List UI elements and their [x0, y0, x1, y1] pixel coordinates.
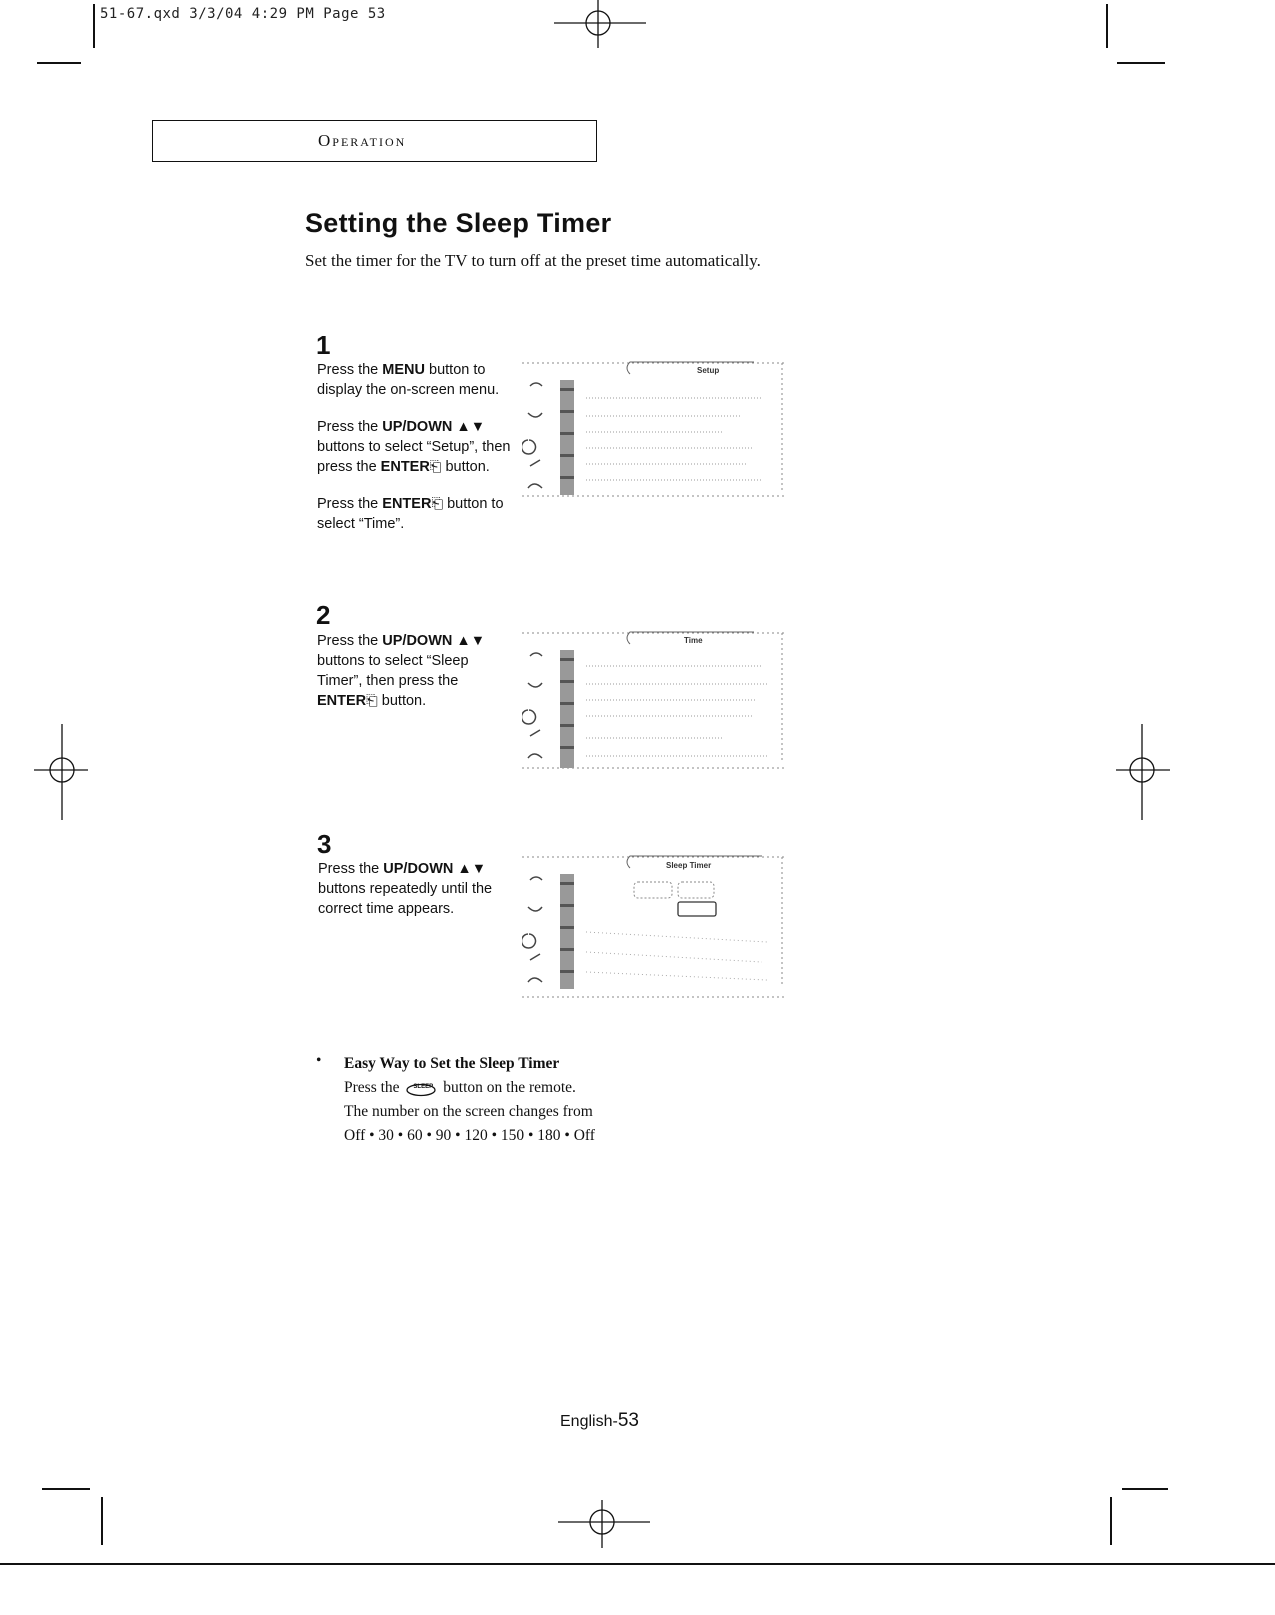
- registration-mark: [554, 1500, 654, 1550]
- print-slug: 51-67.qxd 3/3/04 4:29 PM Page 53: [100, 6, 386, 22]
- osd-title: Setup: [697, 366, 720, 375]
- tip-sequence: Off • 30 • 60 • 90 • 120 • 150 • 180 • Off: [344, 1127, 595, 1144]
- instruction-paragraph: Press the ENTER⎗ button to select “Time”.: [317, 496, 504, 532]
- crop-mark: [93, 4, 95, 48]
- tip-line: The number on the screen changes from: [344, 1103, 593, 1120]
- page-number: 53: [617, 1410, 639, 1431]
- page-footer: [560, 1410, 639, 1432]
- tip-line: Press the SLEEP button on the remote.: [344, 1079, 576, 1096]
- enter-icon: ⎗: [366, 693, 378, 709]
- bullet: •: [316, 1052, 322, 1069]
- step-instructions: [317, 360, 517, 551]
- sleep-button-icon: SLEEP: [403, 1080, 439, 1096]
- osd-screenshot-sleep-timer: [522, 852, 784, 1002]
- crop-mark: [1106, 4, 1108, 48]
- registration-mark: [1112, 722, 1172, 822]
- crop-mark: [101, 1497, 103, 1545]
- enter-icon: ⎗: [429, 459, 442, 475]
- crop-mark: [1110, 1497, 1112, 1545]
- registration-mark: [34, 722, 88, 822]
- step-instructions: [317, 631, 517, 728]
- step-number: 1: [316, 330, 331, 360]
- osd-title: Time: [684, 636, 703, 645]
- crop-mark: [1117, 62, 1165, 64]
- step-instructions: [318, 859, 518, 936]
- section-label: Operation: [318, 131, 407, 150]
- instruction-paragraph: Press the UP/DOWN ▲▼ buttons repeatedly until the correct time appears.: [318, 861, 493, 917]
- osd-title: Sleep Timer: [666, 861, 712, 870]
- bottom-rule: [0, 1563, 1275, 1565]
- footer-language: English-: [560, 1413, 618, 1430]
- intro-text: Set the timer for the TV to turn off at the preset time automatically.: [305, 251, 761, 270]
- instruction-paragraph: Press the MENU button to display the on-screen menu.: [317, 362, 500, 398]
- enter-icon: ⎗: [431, 496, 444, 512]
- step-number: 2: [316, 600, 331, 630]
- instruction-paragraph: Press the UP/DOWN ▲▼ buttons to select “Setup”, then press the ENTER⎗ button.: [317, 419, 511, 475]
- osd-screenshot-time: [522, 628, 784, 773]
- tip-heading: Easy Way to Set the Sleep Timer: [344, 1055, 560, 1072]
- registration-mark: [550, 0, 650, 50]
- crop-mark: [37, 62, 81, 64]
- crop-mark: [42, 1488, 90, 1490]
- step-number: 3: [317, 829, 332, 859]
- osd-screenshot-setup: [522, 358, 784, 503]
- page-title: Setting the Sleep Timer: [305, 208, 612, 238]
- crop-mark: [1122, 1488, 1168, 1490]
- instruction-paragraph: Press the UP/DOWN ▲▼ buttons to select “Sleep Timer”, then press the ENTER⎗ button.: [317, 633, 486, 709]
